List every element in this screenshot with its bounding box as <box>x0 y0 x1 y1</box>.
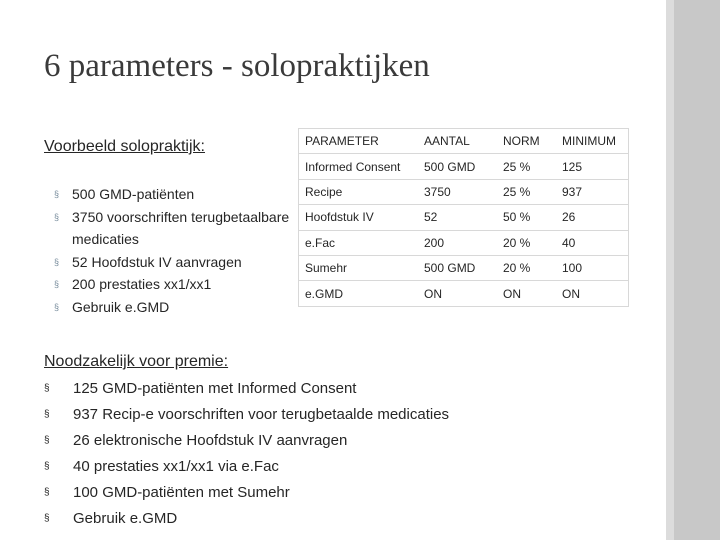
bullet-icon: § <box>44 435 50 446</box>
table-cell: 26 <box>556 205 629 230</box>
table-cell: Sumehr <box>299 255 419 280</box>
bullet-icon: § <box>44 409 50 420</box>
bullet-icon: § <box>54 189 60 199</box>
bullet-icon: § <box>44 383 50 394</box>
list-item: § Gebruik e.GMD <box>54 296 289 319</box>
bullet-icon: § <box>54 256 60 267</box>
table-cell: Hoofdstuk IV <box>299 205 419 230</box>
table-cell: 52 <box>418 205 497 230</box>
table-header-cell: PARAMETER <box>299 129 419 154</box>
table-row <box>299 154 629 179</box>
table-header-cell: NORM <box>497 129 556 154</box>
table-cell: 500 GMD <box>418 255 497 280</box>
table-cell: e.GMD <box>299 281 419 306</box>
table-row <box>299 230 629 255</box>
bullet-icon: § <box>44 487 50 498</box>
slide-title: 6 parameters - solopraktijken <box>44 48 430 84</box>
table-cell: 25 % <box>497 154 556 179</box>
example-list <box>54 183 289 318</box>
table-cell: Informed Consent <box>299 154 419 179</box>
table-cell: ON <box>497 281 556 306</box>
table-cell: 937 <box>556 179 629 204</box>
table-cell: 125 <box>556 154 629 179</box>
parameters-table <box>298 128 629 307</box>
list-item: § 52 Hoofdstuk IV aanvragen <box>54 251 289 274</box>
list-item: § 3750 voorschriften terugbetaalbare <box>54 206 289 229</box>
table-cell: 200 <box>418 230 497 255</box>
list-item: § 937 Recip-e voorschriften voor terugbetaalde medicaties <box>44 402 449 428</box>
table-cell: 100 <box>556 255 629 280</box>
table-cell: 3750 <box>418 179 497 204</box>
list-item: § 500 GMD-patiënten <box>54 183 289 206</box>
example-heading: Voorbeeld solopraktijk: <box>44 138 205 155</box>
list-item: § Gebruik e.GMD <box>44 506 449 532</box>
table-header-cell: MINIMUM <box>556 129 629 154</box>
table-cell: 25 % <box>497 179 556 204</box>
table-header-row <box>299 129 629 154</box>
table-row <box>299 281 629 306</box>
table-cell: e.Fac <box>299 230 419 255</box>
table-cell: 40 <box>556 230 629 255</box>
bullet-icon: § <box>54 301 60 312</box>
table-cell: 50 % <box>497 205 556 230</box>
premium-heading: Noodzakelijk voor premie: <box>44 353 229 370</box>
table-cell: 20 % <box>497 230 556 255</box>
table-row <box>299 205 629 230</box>
list-item: § 200 prestaties xx1/xx1 <box>54 273 289 296</box>
bullet-icon: § <box>54 279 60 289</box>
table-cell: ON <box>556 281 629 306</box>
premium-list <box>44 376 449 532</box>
list-item: § 26 elektronische Hoofdstuk IV aanvragen <box>44 428 449 454</box>
bullet-icon: § <box>44 513 50 524</box>
list-item: § 125 GMD-patiënten met Informed Consent <box>44 376 449 402</box>
table-cell: 20 % <box>497 255 556 280</box>
table-row <box>299 255 629 280</box>
side-decoration-bar <box>666 0 720 540</box>
table-cell: 500 GMD <box>418 154 497 179</box>
table-row <box>299 179 629 204</box>
side-decoration-bar-light <box>666 0 674 540</box>
table-cell: ON <box>418 281 497 306</box>
bullet-icon: § <box>54 211 60 222</box>
table-cell: Recipe <box>299 179 419 204</box>
list-item: § 100 GMD-patiënten met Sumehr <box>44 480 449 506</box>
list-item-continuation: medicaties <box>72 231 139 247</box>
list-item: § 40 prestaties xx1/xx1 via e.Fac <box>44 454 449 480</box>
table-header-cell: AANTAL <box>418 129 497 154</box>
bullet-icon: § <box>44 461 50 472</box>
